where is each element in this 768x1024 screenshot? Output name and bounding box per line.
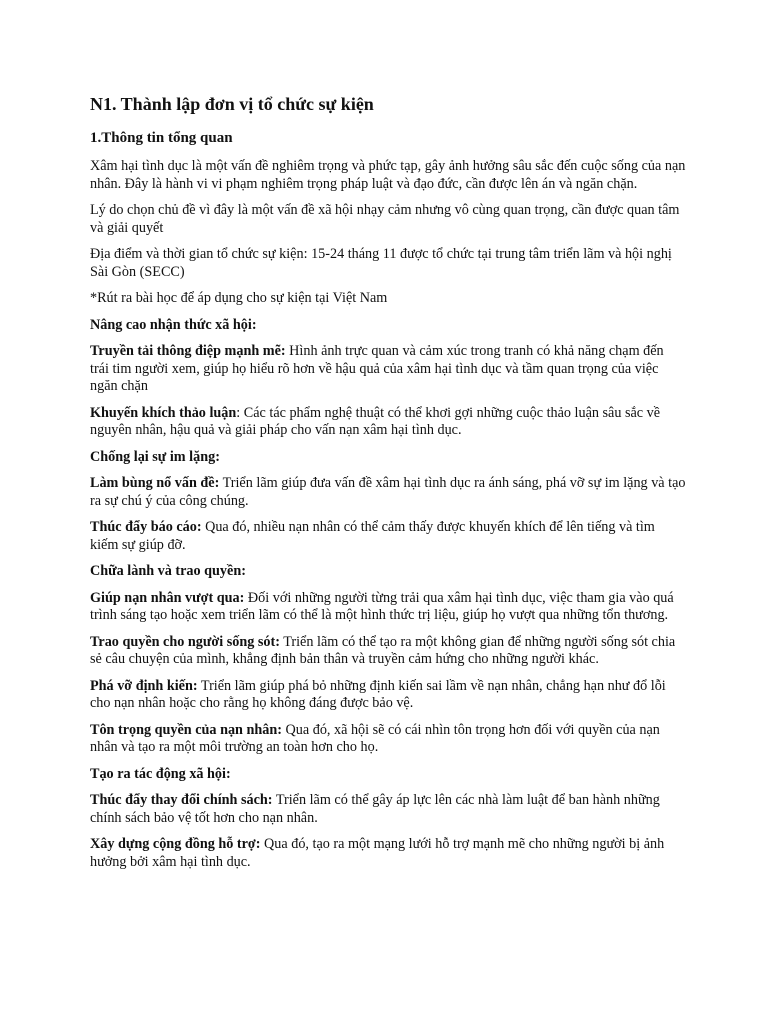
list-item [90, 678, 686, 713]
item-term: Khuyến khích thảo luận [90, 404, 237, 421]
item-text: Triển lãm giúp đưa vấn đề xâm hại tình dục ra ánh sáng, phá vỡ sự im lặng và tạo ra sự chú ý của công chúng. [90, 475, 686, 509]
item-text: Qua đó, xã hội sẽ có cái nhìn tôn trọng hơn đối với quyền của nạn nhân và tạo ra một môi trường an toàn hơn cho họ. [90, 721, 660, 755]
item-term: Truyền tải thông điệp mạnh mẽ: [90, 343, 286, 359]
intro-paragraph: Xâm hại tình dục là một vấn đề nghiêm trọng và phức tạp, gây ảnh hưởng sâu sắc đến cuộc sống của nạn nhân. Đây là hành vi vi phạm nghiêm trọng pháp luật và đạo đức, cần được lên án và ngăn chặn. [90, 158, 686, 192]
list-item [90, 722, 686, 757]
item-term: Giúp nạn nhân vượt qua: [90, 589, 245, 606]
item-term: Xây dựng cộng đồng hỗ trợ: [90, 836, 261, 852]
subsection-heading: Tạo ra tác động xã hội: [90, 765, 231, 782]
document-title: N1. Thành lập đơn vị tổ chức sự kiện [90, 94, 374, 114]
item-text: Triển lãm giúp phá bỏ những định kiến sai lầm về nạn nhân, chẳng hạn như đổ lỗi cho nạn nhân hoặc cho rằng họ không đáng được bảo vệ. [90, 677, 666, 711]
subsection-heading: Nâng cao nhận thức xã hội: [90, 316, 257, 333]
item-text: Triển lãm có thể tạo ra một không gian để những người sống sót chia sẻ câu chuyện của mình, khẳng định bản thân và truyền cảm hứng cho những người khác. [90, 633, 676, 667]
list-item [90, 405, 686, 440]
item-term: Thúc đẩy thay đổi chính sách: [90, 792, 273, 808]
intro-paragraph: *Rút ra bài học để áp dụng cho sự kiện tại Việt Nam [90, 290, 388, 306]
list-item [90, 836, 686, 871]
item-term: Trao quyền cho người sống sót: [90, 633, 280, 650]
item-term: Làm bùng nổ vấn đề: [90, 475, 220, 491]
list-item [90, 475, 686, 510]
item-term: Thúc đẩy báo cáo: [90, 519, 202, 535]
item-text: Qua đó, nhiều nạn nhân có thể cảm thấy được khuyến khích để lên tiếng và tìm kiếm sự giúp đỡ. [90, 519, 655, 553]
list-item [90, 792, 686, 827]
item-text: : Các tác phẩm nghệ thuật có thể khơi gợi những cuộc thảo luận sâu sắc về nguyên nhân, hậu quả và giải pháp cho vấn nạn xâm hại tình dục. [90, 404, 661, 438]
document-page [90, 92, 686, 880]
intro-paragraph: Địa điểm và thời gian tổ chức sự kiện: 15-24 tháng 11 được tổ chức tại trung tâm triển lãm và hội nghị Sài Gòn (SECC) [90, 246, 672, 280]
item-text: Đối với những người từng trải qua xâm hại tình dục, việc tham gia vào quá trình sáng tạo hoặc xem triển lãm có thể là một hình thức trị liệu, giúp họ vượt qua những tổn thương. [90, 589, 674, 623]
list-item [90, 634, 686, 669]
list-item [90, 343, 686, 396]
list-item [90, 519, 686, 554]
subsection-heading: Chữa lành và trao quyền: [90, 563, 246, 579]
intro-paragraph: Lý do chọn chủ đề vì đây là một vấn đề xã hội nhạy cảm nhưng vô cùng quan trọng, cần được quan tâm và giải quyết [90, 202, 680, 236]
item-term: Tôn trọng quyền của nạn nhân: [90, 721, 282, 738]
item-text: Hình ảnh trực quan và cảm xúc trong tranh có khả năng chạm đến trái tim người xem, giúp họ hiểu rõ hơn về hậu quả của xâm hại tình dục và tầm quan trọng của việc ngăn chặn [90, 343, 664, 394]
section-heading: 1.Thông tin tổng quan [90, 130, 233, 146]
item-text: Qua đó, tạo ra một mạng lưới hỗ trợ mạnh mẽ cho những người bị ảnh hưởng bởi xâm hại tình dục. [90, 836, 665, 870]
item-term: Phá vỡ định kiến: [90, 677, 198, 694]
list-item [90, 590, 686, 625]
item-text: Triển lãm có thể gây áp lực lên các nhà làm luật để ban hành những chính sách bảo vệ tốt hơn cho nạn nhân. [90, 792, 660, 826]
subsection-heading: Chống lại sự im lặng: [90, 448, 220, 465]
